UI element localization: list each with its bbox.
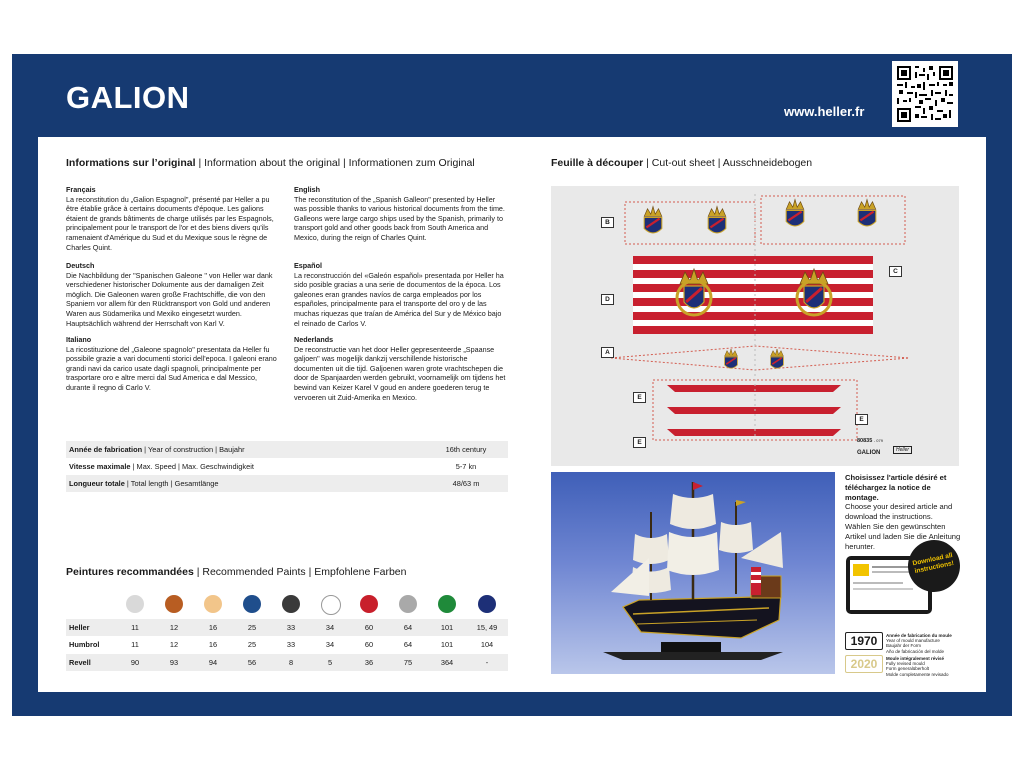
paint-code: 60 [364,623,374,632]
paint-row [66,636,508,653]
qr-code-icon [897,66,953,122]
paint-swatch [478,595,496,613]
lang-title: Español [294,261,322,270]
paint-code: 60 [364,640,374,649]
paint-code: 33 [286,640,296,649]
mould-year-badge: 1970 [845,632,883,650]
heller-logo: Heller [893,446,912,454]
paint-code: 34 [325,623,335,632]
paints-heading-bold: Peintures recommandées [66,566,194,578]
paint-code: 94 [208,658,218,667]
ship-photo [551,472,835,674]
spec-value: 48/63 m [452,479,480,488]
lang-text: Die Nachbildung der "Spanischen Galeone " von Heller war dank verschiedener historischer Dokumente aus der damaligen Zeit möglich. Die Galeonen waren große Frachtschiffe, die von den Spaniern vor allem für den Rücktransport von Gold und anderen Waren aus Südamerika und Mexiko eingesetzt wurden. Hauptsächlich während der Herrschaft von Karl V. [66,270,273,328]
paint-code: 5 [327,658,333,667]
spec-row-speed [66,458,508,475]
striped-flag [633,256,873,334]
spec-label: Année de fabrication | Year of construction | Baujahr [69,445,245,454]
paint-code: 8 [288,658,294,667]
spec-row-length [66,475,508,492]
lang-block-es [294,261,508,328]
paint-code: 12 [169,623,179,632]
paint-code: 34 [325,640,335,649]
paint-brand: Revell [69,658,91,667]
download-badge-label: Download all instructions! [912,551,955,576]
paint-code: 104 [480,640,494,649]
paint-code: 16 [208,623,218,632]
lang-title: Français [66,185,96,194]
lang-title: Nederlands [294,335,334,344]
lang-block-en [294,185,508,243]
sheet-part-label: E [633,437,646,448]
revised-year-text: Moule intégralement révisé Fully revised mould Form generalüberholt Molde completamente revisado [886,656,949,677]
paint-code: 101 [440,640,454,649]
paint-code: 64 [403,623,413,632]
paint-swatch [282,595,300,613]
paint-code: 33 [286,623,296,632]
paint-code: 12 [169,640,179,649]
lang-block-nl [294,335,508,402]
paint-code: 101 [440,623,454,632]
paint-swatch [243,595,261,613]
instructions-en: Choose your desired article and download the instructions. [845,502,953,522]
paint-row [66,619,508,636]
decal-sheet-illustration [551,186,959,466]
paint-code: 36 [364,658,374,667]
sheet-part-label: A [601,347,614,358]
paint-code: 93 [169,658,179,667]
paint-code: 11 [131,640,139,649]
paint-brand: Heller [69,623,90,632]
instructions-de: Wählen Sie den gewünschten Artikel und laden Sie die Anleitung herunter. [845,521,961,551]
spec-value: 16th century [445,445,487,454]
sheet-part-label: B [601,217,614,228]
lang-block-it [66,335,280,393]
mould-year-text: Année de fabrication du moule Year of mould manufacture Baujahr der Form Año de fabricación del molde [886,633,952,654]
paint-swatch [204,595,222,613]
paint-swatch [165,595,183,613]
galleon-model-image [551,472,835,674]
spec-label: Vitesse maximale | Max. Speed | Max. Geschwindigkeit [69,462,254,471]
lang-text: La reconstitution du „Galion Espagnol", présenté par Heller a pu être établie grâce à certains documents d'époque. Les galions étaient de grands bâtiments de charge utilisés par les Espagnols, principalement pour le transport de l'or et des biens divers qu'ils ramenaient d'Amérique du Sud et du Mexique sous le règne de Charles Quint. [66,194,274,252]
paint-code: 25 [247,623,257,632]
paint-swatch [321,595,341,615]
lang-text: La ricostituzione del „Galeone spagnolo" presentata da Heller fu possibile grazie a vari documenti storici dell'epoca. I galeoni erano grandi navi da carico usate dagli spagnoli, principalmente per trasportare oro e altre merci dal Sud America e dal Messico, durante il regno di Carlo V. [66,344,277,392]
sheet-part-label: E [633,392,646,403]
revised-year-badge: 2020 [845,655,883,673]
paint-code: 25 [247,640,257,649]
paint-brand: Humbrol [69,640,100,649]
sheet-heading [551,157,812,169]
qr-code[interactable] [892,61,958,127]
paint-code: - [485,658,489,667]
lang-block-de [66,261,280,328]
paint-swatch [126,595,144,613]
page-title: GALION [66,80,190,115]
paint-code: 56 [247,658,257,667]
lang-text: De reconstructie van het door Heller gepresenteerde „Spaanse galjoen" was mogelijk dankzij verschillende historische documenten uit die tijd. Galjoenen waren grote vrachtschepen die door de Spanjaarden werden gebruikt, voornamelijk om tijdens het bewind van Keizer Karel V goud en andere goederen terug te vervoeren uit Zuid-Amerika en Mexico. [294,344,506,402]
spec-row-year [66,441,508,458]
paint-code: 11 [131,623,139,632]
lang-title: Deutsch [66,261,95,270]
spec-label: Longueur totale | Total length | Gesamtlänge [69,479,219,488]
paint-swatch [399,595,417,613]
sheet-heading-bold: Feuille à découper [551,157,644,169]
sheet-ref: 80835 - 079 [857,438,883,444]
sheet-name: GALION [857,450,881,456]
sheet-part-label: C [889,266,902,277]
lang-text: La reconstrucción del «Galeón español» presentada por Heller ha sido posible gracias a una serie de documentos de la época. Los galeones eran grandes navíos de carga empleados por los españoles, principalmente para el transporte del oro y de las muchas riquezas que traían de América del Sur y de México bajo el reinado de Carlos V. [294,270,504,328]
lang-title: Italiano [66,335,92,344]
paint-swatch [438,595,456,613]
lang-block-fr [66,185,280,252]
website-url[interactable]: www.heller.fr [784,104,865,119]
info-heading-rest: | Information about the original | Informationen zum Original [198,157,475,169]
instructions-text [845,473,965,551]
paints-heading [66,566,406,578]
spec-value: 5-7 kn [455,462,477,471]
paint-code: 90 [130,658,140,667]
paint-code: 75 [403,658,413,667]
paint-swatch [360,595,378,613]
cutout-sheet [551,186,959,466]
info-heading-bold: Informations sur l’original [66,157,196,169]
info-heading [66,157,475,169]
paints-heading-rest: | Recommended Paints | Empfohlene Farben [196,566,407,578]
sheet-part-label: D [601,294,614,305]
paint-row [66,654,508,671]
lang-text: The reconstitution of the „Spanish Galleon" presented by Heller was possible thanks to various historical documents from the time. Galleons were large cargo ships used by the Spanish, primarily to transport gold and other goods back from South America and Mexico, during the reign of Charles Quint. [294,194,505,242]
lang-title: English [294,185,320,194]
paint-code: 15, 49 [476,623,498,632]
sheet-part-label: E [855,414,868,425]
paint-code: 64 [403,640,413,649]
instructions-fr: Choisissez l'article désiré et téléchargez la notice de montage. [845,473,947,502]
sheet-heading-rest: | Cut-out sheet | Ausschneidebogen [646,157,813,169]
paint-code: 16 [208,640,218,649]
paint-code: 364 [440,658,454,667]
